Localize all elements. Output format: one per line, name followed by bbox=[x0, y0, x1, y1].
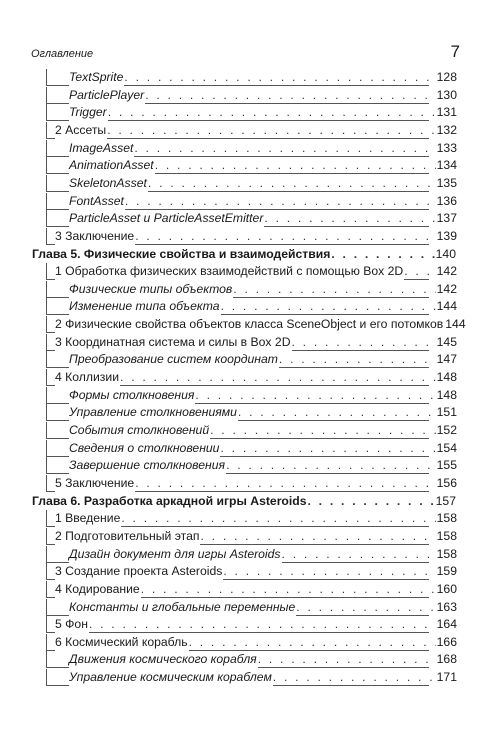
toc-entry-page: 159 bbox=[436, 564, 457, 579]
toc-entry-page: 140 bbox=[435, 246, 456, 261]
toc-entry-page: 142 bbox=[436, 281, 457, 296]
toc-entry-page: 164 bbox=[436, 617, 457, 632]
toc-entry-page: 144 bbox=[436, 299, 457, 314]
toc-entry bbox=[46, 316, 466, 333]
toc-entry bbox=[46, 69, 457, 86]
toc-entry-title: 4 Кодирование bbox=[55, 581, 140, 596]
dot-leader bbox=[155, 157, 436, 174]
dot-leader bbox=[210, 422, 436, 439]
toc-entry-page: 135 bbox=[436, 175, 457, 190]
dot-leader bbox=[296, 599, 435, 616]
toc-entry-title: TextSprite bbox=[69, 70, 124, 84]
dot-leader bbox=[195, 387, 435, 404]
toc-entry-page: 160 bbox=[436, 581, 457, 596]
toc-entry bbox=[46, 457, 457, 474]
toc-entry-title: 2 Ассеты bbox=[55, 122, 107, 137]
toc-entry-page: 145 bbox=[436, 334, 457, 349]
dot-leader bbox=[220, 440, 435, 457]
toc-entry bbox=[46, 228, 457, 245]
running-title: Оглавление bbox=[31, 48, 94, 60]
toc-entry-title: ParticlePlayer bbox=[69, 87, 145, 102]
toc-entry bbox=[46, 475, 457, 492]
toc-entry bbox=[46, 87, 457, 104]
toc-entry-title: Глава 5. Физические свойства и взаимодействия bbox=[32, 246, 331, 261]
dot-leader bbox=[124, 69, 435, 86]
dot-leader bbox=[308, 493, 435, 510]
toc-entry-page: 139 bbox=[436, 228, 457, 243]
toc-entry-title: 2 Подготовительный этап bbox=[55, 528, 200, 543]
toc-entry-title: Завершение столкновения bbox=[69, 458, 226, 473]
toc-entry-title: ImageAsset bbox=[69, 140, 134, 155]
toc-entry bbox=[46, 440, 457, 457]
toc-entry-title: Дизайн документ для игры Asteroids bbox=[69, 546, 281, 561]
toc-entry bbox=[46, 528, 457, 545]
toc-entry bbox=[46, 546, 457, 563]
toc-entry bbox=[46, 510, 457, 527]
toc-entry bbox=[46, 298, 457, 315]
toc-entry-title: Управление космическим кораблем bbox=[69, 670, 272, 685]
toc-entry bbox=[46, 422, 457, 439]
toc-entry-title: События столкновений bbox=[69, 423, 210, 437]
toc-chapter-entry bbox=[32, 493, 456, 510]
dot-leader bbox=[264, 210, 435, 227]
toc-entry-page: 148 bbox=[436, 370, 457, 385]
toc-entry-title: 3 Заключение bbox=[55, 228, 135, 243]
dot-leader bbox=[108, 104, 436, 121]
dot-leader bbox=[121, 510, 435, 527]
toc-entry-title: Изменение типа объекта bbox=[69, 299, 220, 314]
toc-entry-page: 130 bbox=[436, 87, 457, 102]
toc-entry-page: 155 bbox=[436, 458, 457, 473]
toc-entry-title: Формы столкновения bbox=[69, 387, 195, 402]
toc-entry-title: 4 Коллизии bbox=[55, 370, 120, 385]
toc-entry bbox=[46, 210, 457, 227]
toc-entry-title: Управление столкновениями bbox=[69, 405, 237, 420]
toc-entry bbox=[46, 563, 457, 580]
toc-entry bbox=[46, 263, 457, 280]
toc-entry bbox=[46, 634, 457, 651]
toc-entry bbox=[46, 616, 457, 633]
dot-leader bbox=[273, 669, 436, 686]
toc-entry-title: 3 Создание проекта Asteroids bbox=[55, 564, 223, 579]
toc-entry-title: Сведения о столкновении bbox=[69, 440, 220, 455]
toc-entry-title: SkeletonAsset bbox=[69, 175, 147, 190]
dot-leader bbox=[107, 122, 435, 139]
toc-entry-title: Физические типы объектов bbox=[69, 281, 233, 296]
dot-leader bbox=[148, 175, 436, 192]
toc-entry-title: 5 Заключение bbox=[55, 475, 135, 490]
dot-leader bbox=[282, 546, 436, 563]
dot-leader bbox=[404, 263, 435, 280]
toc-entry-page: 144 bbox=[445, 317, 466, 332]
toc-entry bbox=[46, 122, 457, 139]
toc-entry bbox=[46, 140, 457, 157]
toc-entry bbox=[46, 387, 457, 404]
dot-leader bbox=[120, 369, 436, 386]
toc-entry-page: 158 bbox=[436, 511, 457, 526]
toc-entry bbox=[46, 351, 457, 368]
toc-entry bbox=[46, 157, 457, 174]
toc-entry-page: 158 bbox=[436, 546, 457, 561]
toc-entry bbox=[46, 404, 457, 421]
toc-entry-title: Преобразование систем координат bbox=[69, 352, 278, 367]
dot-leader bbox=[125, 193, 436, 210]
toc-entry-page: 133 bbox=[436, 140, 457, 155]
toc-entry bbox=[46, 104, 457, 121]
dot-leader bbox=[134, 140, 435, 157]
toc-entry bbox=[46, 281, 457, 298]
page-header bbox=[31, 38, 460, 62]
toc-entry-page: 131 bbox=[436, 105, 457, 120]
dot-leader bbox=[189, 634, 436, 651]
dot-leader bbox=[292, 334, 436, 351]
toc-entry bbox=[46, 581, 457, 598]
toc-entry-page: 148 bbox=[436, 387, 457, 402]
toc-entry-page: 166 bbox=[436, 634, 457, 649]
toc-entry bbox=[46, 599, 457, 616]
toc-entry-title: 5 Фон bbox=[55, 617, 88, 632]
toc-entry bbox=[46, 193, 457, 210]
toc-entry bbox=[46, 369, 457, 386]
dot-leader bbox=[331, 246, 434, 263]
toc-entry-title: Движения космического корабля bbox=[69, 652, 257, 667]
dot-leader bbox=[223, 563, 435, 580]
toc-entry-title: 6 Космический корабль bbox=[55, 634, 188, 649]
toc-entry-page: 136 bbox=[436, 193, 457, 208]
toc-entry-page: 128 bbox=[436, 70, 457, 84]
toc-entry-page: 147 bbox=[436, 352, 457, 367]
dot-leader bbox=[226, 457, 436, 474]
toc-chapter-entry bbox=[32, 246, 456, 263]
toc-entry-page: 171 bbox=[436, 670, 457, 685]
toc-entry-title: 3 Координатная система и силы в Box 2D bbox=[55, 334, 291, 349]
toc-entry-page: 158 bbox=[436, 528, 457, 543]
toc-entry-title: Константы и глобальные переменные bbox=[69, 599, 296, 614]
toc-entry-title: ParticleAsset и ParticleAssetEmitter bbox=[69, 211, 264, 226]
dot-leader bbox=[135, 228, 435, 245]
toc-entry-title: AnimationAsset bbox=[69, 158, 154, 173]
toc-entry bbox=[46, 175, 457, 192]
toc-entry-title: 1 Обработка физических взаимодействий с помощью Box 2D bbox=[55, 264, 404, 279]
toc-entry bbox=[46, 669, 457, 686]
dot-leader bbox=[89, 616, 436, 633]
toc-entry bbox=[46, 334, 457, 351]
dot-leader bbox=[233, 281, 435, 298]
toc-entry-page: 151 bbox=[436, 405, 457, 420]
toc-entry-title: Trigger bbox=[69, 105, 107, 120]
dot-leader bbox=[145, 87, 435, 104]
toc-entry-title: 1 Введение bbox=[55, 511, 121, 526]
toc-entry-page: 134 bbox=[436, 158, 457, 173]
page-number: 7 bbox=[450, 42, 460, 61]
toc-entry-page: 156 bbox=[436, 475, 457, 490]
toc-entry-page: 137 bbox=[436, 211, 457, 226]
toc-entry-page: 157 bbox=[435, 493, 456, 508]
toc-entry-title: FontAsset bbox=[69, 193, 124, 208]
toc-entry-page: 152 bbox=[436, 423, 457, 437]
toc-entry-page: 168 bbox=[436, 652, 457, 667]
toc-entry-title: Глава 6. Разработка аркадной игры Asteroids bbox=[32, 493, 307, 508]
dot-leader bbox=[279, 351, 436, 368]
toc-entry-page: 154 bbox=[436, 440, 457, 455]
dot-leader bbox=[258, 651, 436, 668]
dot-leader bbox=[238, 404, 436, 421]
toc-entry-page: 142 bbox=[436, 264, 457, 279]
toc-entry-page: 163 bbox=[436, 599, 457, 614]
toc-entry-page: 132 bbox=[436, 122, 457, 137]
dot-leader bbox=[141, 581, 436, 598]
dot-leader bbox=[200, 528, 435, 545]
dot-leader bbox=[221, 298, 436, 315]
toc-entry bbox=[46, 651, 457, 668]
toc-entry-title: 2 Физические свойства объектов класса SceneObject и его потомков bbox=[55, 317, 444, 332]
dot-leader bbox=[135, 475, 435, 492]
